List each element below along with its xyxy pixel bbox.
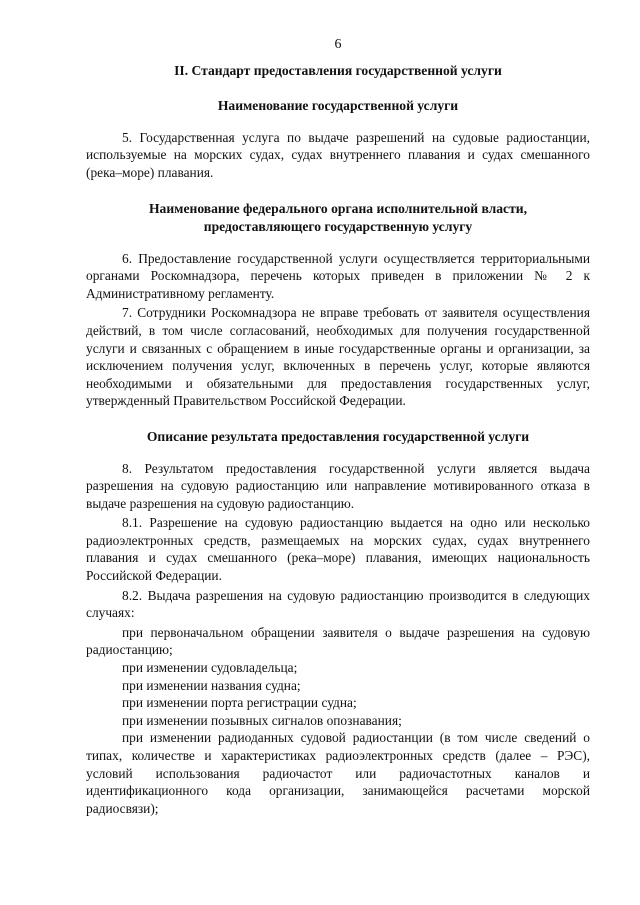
case-item-4: при изменении порта регистрации судна; [122,695,357,711]
case-item-3: при изменении названия судна; [122,677,301,693]
paragraph-5: 5. Государственная услуга по выдаче разрешений на судовые радиостанции, используемые на морских судах, судах внутреннего плавания и судах смешанного (река–море) плавания. [86,129,590,180]
paragraph-7: 7. Сотрудники Роскомнадзора не вправе требовать от заявителя осуществления действий, в том числе согласований, необходимых для получения государственной услуги и связанных с обращением в иные государственные органы и организации, за исключением получения услуг, включенных в перечень услуг, которые являются необходимыми и обязательными для предоставления государственных услуг, утвержденный Правительством Российской Федерации. [86,305,590,409]
heading-service-name: Наименование государственной услуги [217,98,459,114]
spacer [86,182,590,200]
heading-authority-line1: Наименование федерального органа исполнительной власти, [148,200,528,216]
page-number: 6 [334,37,342,52]
document-page [86,36,590,817]
heading-authority-line2: предоставляющего государственную услугу [203,218,473,234]
heading-authority [86,200,590,236]
paragraph-6: 6. Предоставление государственной услуги осуществляется территориальными органами Роскомнадзора, перечень которых приведен в приложении № 2 к Административному регламенту. [86,250,590,301]
paragraph-8-1: 8.1. Разрешение на судовую радиостанцию выдается на одно или несколько радиоэлектронных средств, размещаемых на морских судах, судах внутреннего плавания и судах смешанного (река–море) плавания, имеющих национальность Российской Федерации. [86,515,590,584]
heading-result: Описание результата предоставления государственной услуги [146,428,530,444]
case-item-2: при изменении судовладельца; [122,660,298,676]
case-item-1: при первоначальном обращении заявителя о выдаче разрешения на судовую радиостанцию; [86,624,590,658]
case-item-6: при изменении радиоданных судовой радиостанции (в том числе сведений о типах, количестве и характеристиках радиоэлектронных средств (далее – РЭС), условий использования радиочастот или радиочастотных каналов и идентификационного кода организации, занимающейся расчетами морской радиосвязи); [86,730,590,816]
case-item-5: при изменении позывных сигналов опознавания; [122,712,402,728]
paragraph-8: 8. Результатом предоставления государственной услуги является выдача разрешения на судовую радиостанцию или направление мотивированного отказа в выдаче разрешения на судовую радиостанцию. [86,460,590,511]
paragraph-8-2: 8.2. Выдача разрешения на судовую радиостанцию производится в следующих случаях: [86,587,590,621]
section-title: II. Стандарт предоставления государственной услуги [174,62,502,78]
spacer [86,410,590,428]
